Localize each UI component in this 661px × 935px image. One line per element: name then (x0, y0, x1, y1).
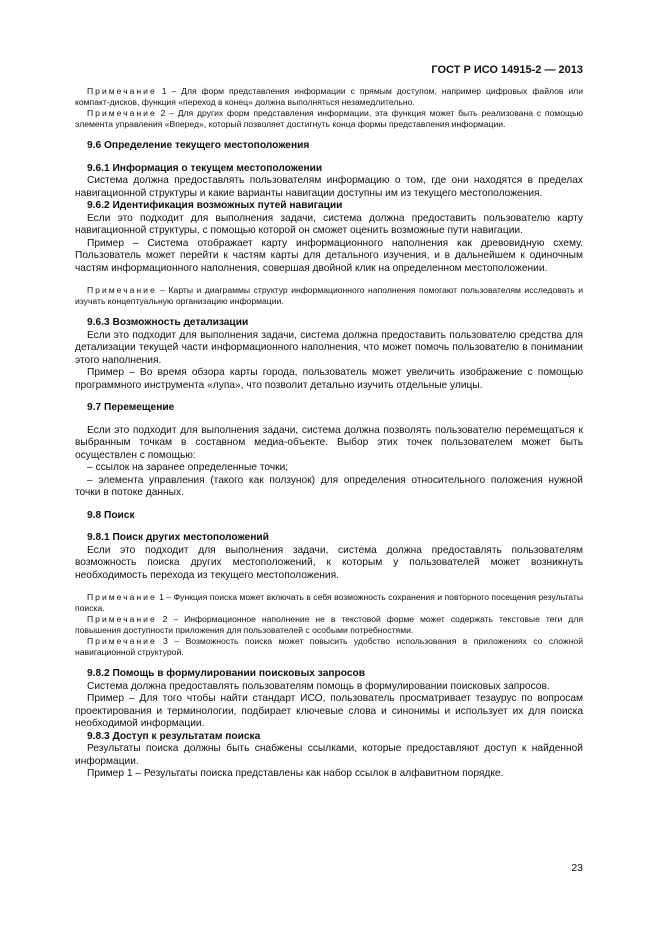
paragraph: Результаты поиска должны быть снабжены ссылками, которые предоставляют доступ к найденной информации. (75, 743, 583, 767)
note (75, 614, 583, 636)
paragraph: Пример – Для того чтобы найти стандарт ИСО, пользователь просматривает тезаурус по вопросам проектирования и терминологии, подбирает ключевые слова и синонимы и использует их для поиска необходимой информации. (75, 693, 583, 729)
paragraph: Если это подходит для выполнения задачи, система должна предоставлять пользователям возможность поиска других местоположений, к которым у пользователей может возникнуть необходимость перехода из текущего местоположения. (75, 544, 583, 581)
spacer (75, 582, 583, 592)
document-header: ГОСТ Р ИСО 14915-2 — 2013 (431, 64, 583, 76)
spacer (75, 130, 583, 140)
note-label: Примечание (87, 285, 157, 295)
list-item: – ссылок на заранее определенные точки; (87, 462, 289, 473)
note (75, 285, 583, 307)
note (75, 108, 583, 130)
paragraph: Система должна предоставлять пользователям помощь в формулировании поисковых запросов. (87, 680, 550, 692)
spacer (75, 658, 583, 668)
note-text: 1 – Для форм представления информации с прямым доступом, например цифровых файлов или компакт-дисков, функция «переход в конец» должна выполняться незамедлительно. (75, 86, 583, 107)
section-heading: 9.8.1 Поиск других местоположений (87, 532, 269, 543)
list-item: – элемента управления (такого как ползунок) для определения относительного положения нужной точки в потоке данных. (75, 474, 583, 498)
spacer (75, 415, 583, 425)
note-label: Примечание (87, 86, 157, 96)
note-label: Примечание (87, 592, 157, 602)
section-heading: 9.8.3 Доступ к результатам поиска (87, 730, 261, 742)
note-text: 3 – Возможность поиска может повысить удобство использования в приложениях со сложной навигационной структурой. (75, 636, 583, 657)
spacer (75, 307, 583, 317)
note-label: Примечание (87, 614, 157, 624)
section-heading: 9.8 Поиск (87, 509, 135, 521)
page-number: 23 (571, 862, 583, 874)
paragraph: Пример 1 – Результаты поиска представлены как набор ссылок в алфавитном порядке. (87, 768, 504, 779)
spacer (75, 275, 583, 285)
document-body (75, 86, 583, 781)
spacer (75, 153, 583, 163)
spacer (75, 522, 583, 532)
paragraph: Если это подходит для выполнения задачи, система должна предоставить пользователю средства для детализации текущей части информационного наполнения, что может помочь пользователю в понимании этого наполнения. (75, 329, 583, 366)
note-text: – Карты и диаграммы структур информационного наполнения помогают пользователям исследовать и изучать концептуальную организацию информации. (75, 285, 583, 306)
section-heading: 9.6.1 Информация о текущем местоположении (87, 162, 323, 174)
note-text: 2 – Для других форм представления информации, эта функция может быть реализована с помощью элемента управления «Вперед», который позволяет достигнуть конца формы представления информации. (75, 108, 583, 129)
note (75, 86, 583, 108)
section-heading: 9.6.3 Возможность детализации (87, 317, 249, 328)
paragraph: Система должна предоставлять пользователям информацию о том, где они находятся в пределах навигационной структуры и какие варианты навигации доступны им из текущего местоположения. (75, 175, 583, 199)
note-label: Примечание (87, 636, 157, 646)
section-heading: 9.6.2 Идентификация возможных путей навигации (87, 200, 343, 211)
paragraph: Если это подходит для выполнения задачи, система должна позволять пользователю перемещаться к выбранным точкам в составном медиа-объекте. Выбор этих точек пользователем может быть осуществлен с помощью: (75, 424, 583, 461)
paragraph: Если это подходит для выполнения задачи, система должна предоставить пользователю карту навигационной структуры, с помощью которой он сможет оценить возможные пути навигации. (75, 212, 583, 236)
note (75, 636, 583, 658)
note-text: 1 – Функция поиска может включать в себя возможность сохранения и повторного посещения результаты поиска. (75, 592, 583, 613)
note-label: Примечание (87, 108, 157, 118)
paragraph: Пример – Во время обзора карты города, пользователь может увеличить изображение с помощью программного инструмента «лупа», что позволит детально изучить отдельные улицы. (75, 367, 583, 391)
note (75, 592, 583, 614)
note-text: 2 – Информационное наполнение не в текстовой форме может содержать текстовые теги для повышения доступности приложения для пользователей с особыми потребностями. (75, 614, 583, 635)
spacer (75, 500, 583, 510)
section-heading: 9.7 Перемещение (87, 402, 175, 413)
section-heading: 9.6 Определение текущего местоположения (87, 140, 310, 151)
spacer (75, 392, 583, 402)
paragraph: Пример – Система отображает карту информационного наполнения как древовидную схему. Пользователь может перейти к частям карты для детального изучения, и в дальнейшем к одиночным частям информационного наполнения, совершая двойной клик на определенном местоположении. (75, 237, 583, 274)
section-heading: 9.8.2 Помощь в формулировании поисковых запросов (87, 668, 365, 679)
